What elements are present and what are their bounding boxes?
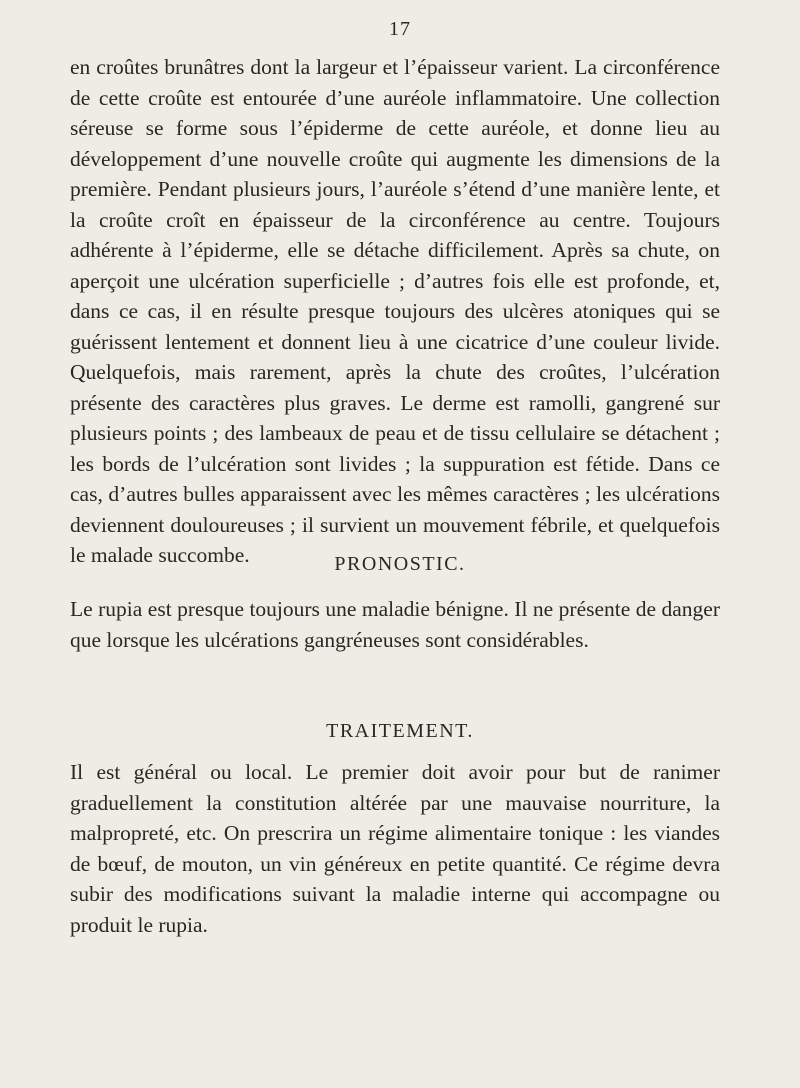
section-heading-traitement: TRAITEMENT.	[326, 720, 474, 742]
paragraph-traitement: Il est général ou local. Le premier doit avoir pour but de ranimer graduellement la constitution altérée par une mauvaise nourriture, la malpropreté, etc. On prescrira un régime alimentaire tonique : les viandes de bœuf, de mouton, un vin généreux en petite quantité. Ce régime devra subir des modifications suivant la maladie interne qui accompagne ou produit le rupia.	[70, 760, 720, 937]
paragraph-pronostic: Le rupia est presque toujours une maladie bénigne. Il ne présente de danger que lorsque les ulcérations gangréneuses sont considérables.	[70, 597, 720, 652]
paragraph-block-traitement	[0, 757, 800, 940]
section-heading-pronostic: PRONOSTIC.	[334, 553, 466, 575]
paragraph-block-pronostic	[0, 594, 800, 655]
paragraph-description: en croûtes brunâtres dont la largeur et l’épaisseur varient. La circonférence de cette croûte est entourée d’une auréole inflammatoire. Une collection séreuse se forme sous l’épiderme de cette auréole, et donne lieu au développement d’une nouvelle croûte qui augmente les dimensions de la première. Pendant plusieurs jours, l’auréole s’étend d’une manière lente, et la croûte croît en épaisseur de la circonférence au centre. Toujours adhérente à l’épiderme, elle se détache difficilement. Après sa chute, on aperçoit une ulcération superficielle ; d’autres fois elle est profonde, et, dans ce cas, il en résulte presque toujours des ulcères atoniques qui se guérissent lentement et donnent lieu à une cicatrice d’une couleur livide. Quelquefois, mais rarement, après la chute des croûtes, l’ulcération présente des caractères plus graves. Le derme est ramolli, gangrené sur plusieurs points ; des lambeaux de peau et de tissu cellulaire se détachent ; les bords de l’ulcération sont livides ; la suppuration est fétide. Dans ce cas, d’autres bulles apparaissent avec les mêmes caractères ; les ulcérations deviennent douloureuses ; il survient un mouvement fébrile, et quelquefois le malade succombe.	[70, 55, 720, 567]
paragraph-block-description	[0, 52, 800, 571]
page-number: 17	[389, 18, 411, 40]
